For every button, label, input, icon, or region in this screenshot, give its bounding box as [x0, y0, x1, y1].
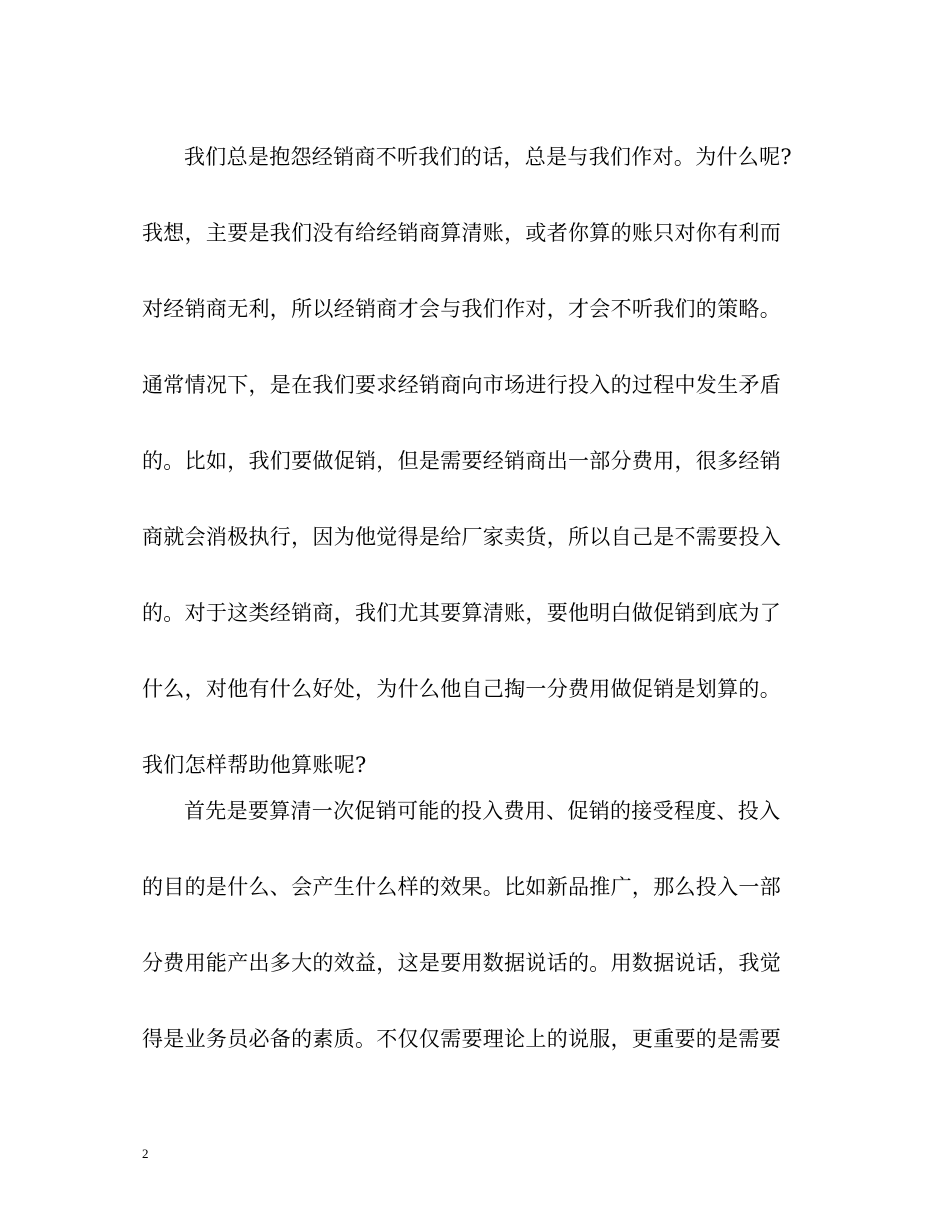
paragraph-1-line-6: 商就会消极执行，因为他觉得是给厂家卖货，所以自己是不需要投入	[142, 525, 781, 549]
paragraph-2-line-4: 得是业务员必备的素质。不仅仅需要理论上的说服，更重要的是需要	[142, 1027, 781, 1051]
paragraph-1-line-2: 我想，主要是我们没有给经销商算清账，或者你算的账只对你有利而	[142, 221, 781, 245]
paragraph-2-line-2: 的目的是什么、会产生什么样的效果。比如新品推广，那么投入一部	[142, 875, 781, 899]
body-text	[142, 130, 802, 1088]
paragraph-1-line-5: 的。比如，我们要做促销，但是需要经销商出一部分费用，很多经销	[142, 449, 781, 473]
page-number: 2	[142, 1146, 149, 1161]
paragraph-1-line-3: 对经销商无利，所以经销商才会与我们作对，才会不听我们的策略。	[142, 297, 781, 321]
paragraph-2-line-3: 分费用能产出多大的效益，这是要用数据说话的。用数据说话，我觉	[142, 951, 781, 975]
paragraph-1-line-9: 我们怎样帮助他算账呢?	[142, 753, 367, 777]
paragraph-1-line-7: 的。对于这类经销商，我们尤其要算清账，要他明白做促销到底为了	[142, 601, 781, 625]
paragraph-1-line-8: 什么，对他有什么好处，为什么他自己掏一分费用做促销是划算的。	[142, 677, 781, 701]
paragraph-2-line-1: 首先是要算清一次促销可能的投入费用、促销的接受程度、投入	[184, 799, 781, 823]
paragraph-1-line-1: 我们总是抱怨经销商不听我们的话，总是与我们作对。为什么呢?	[184, 145, 792, 169]
paragraph-1-line-4: 通常情况下，是在我们要求经销商向市场进行投入的过程中发生矛盾	[142, 373, 781, 397]
